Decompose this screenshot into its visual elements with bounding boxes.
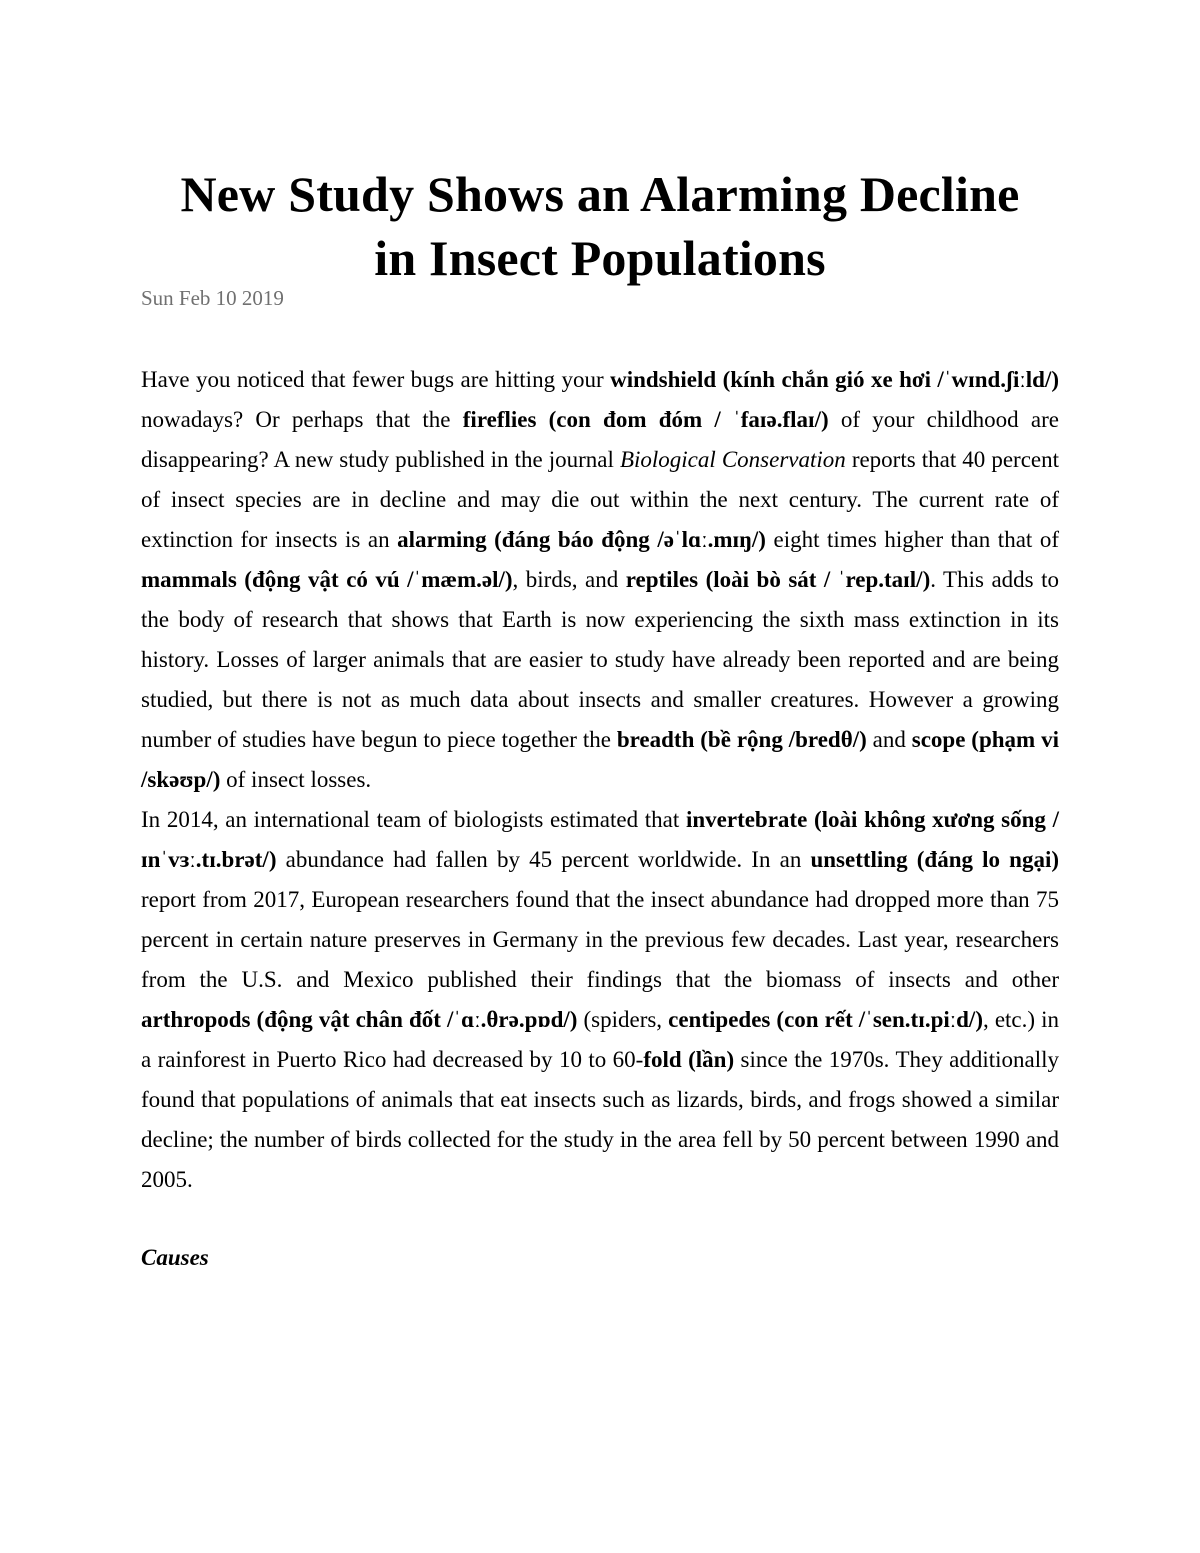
text-segment: (spiders, xyxy=(577,1007,669,1032)
text-segment: of your childhood are disappearing? A new study published in the journal xyxy=(141,407,1059,472)
article-title xyxy=(120,162,1080,290)
article-body xyxy=(141,360,1059,1278)
paragraph-spacer xyxy=(141,1200,1059,1238)
vocab-fireflies: fireflies (con đom đóm / ˈfaɪə.flaɪ/) xyxy=(462,407,829,432)
vocab-windshield: windshield (kính chắn gió xe hơi /ˈwɪnd.ʃiːld/) xyxy=(610,367,1059,392)
journal-name: Biological Conservation xyxy=(619,447,846,472)
text-segment: , birds, and xyxy=(512,567,626,592)
text-segment: In 2014, an international team of biologists estimated that xyxy=(141,807,686,832)
text-segment: Have you noticed that fewer bugs are hitting your xyxy=(141,367,611,392)
text-segment: . This adds to the body of research that shows that Earth is now experiencing the sixth mass extinction in its history. Losses of larger animals that are easier to study have already been reported and are being studied, but there is not as much data about insects and smaller creatures. However a growing number of studies have begun to piece together the xyxy=(141,567,1059,752)
vocab-alarming: alarming (đáng báo động /əˈlɑː.mɪŋ/) xyxy=(397,527,766,552)
vocab-unsettling: unsettling (đáng lo ngại) xyxy=(810,847,1059,872)
vocab-reptiles: reptiles (loài bò sát / ˈrep.taɪl/) xyxy=(625,567,931,592)
text-segment: reports that 40 percent of insect species are in decline and may die out within the next century. The current rate of extinction for insects is an xyxy=(141,447,1060,552)
text-segment: nowadays? Or perhaps that the xyxy=(141,407,463,432)
title-line-2: in Insect Populations xyxy=(374,230,826,286)
vocab-fold: fold (lần) xyxy=(643,1047,735,1072)
vocab-scope: scope (phạm vi /skəʊp/) xyxy=(141,727,1059,792)
vocab-breadth: breadth (bề rộng /bredθ/) xyxy=(616,727,867,752)
text-segment: and xyxy=(866,727,912,752)
text-segment: report from 2017, European researchers found that the insect abundance had dropped more than 75 percent in certain nature preserves in Germany in the previous few decades. Last year, researchers from the U.S. and Mexico published their findings that the biomass of insects and other xyxy=(141,887,1059,992)
paragraph-2 xyxy=(141,800,1059,1200)
vocab-invertebrate: invertebrate (loài không xương sống /ɪnˈvɜː.tɪ.brət/) xyxy=(141,807,1060,872)
vocab-centipedes: centipedes (con rết /ˈsen.tɪ.piːd/) xyxy=(668,1007,983,1032)
vocab-mammals: mammals (động vật có vú /ˈmæm.əl/) xyxy=(141,567,513,592)
section-heading-causes: Causes xyxy=(141,1245,209,1270)
paragraph-1 xyxy=(141,360,1059,800)
text-segment: since the 1970s. They additionally found that populations of animals that eat insects such as lizards, birds, and frogs showed a similar decline; the number of birds collected for the study in the area fell by 50 percent between 1990 and 2005. xyxy=(141,1047,1059,1192)
text-segment: eight times higher than that of xyxy=(765,527,1059,552)
publish-date: Sun Feb 10 2019 xyxy=(141,286,284,310)
text-segment: abundance had fallen by 45 percent worldwide. In an xyxy=(276,847,811,872)
vocab-arthropods: arthropods (động vật chân đốt /ˈɑː.θrə.pɒd/) xyxy=(141,1007,578,1032)
title-line-1: New Study Shows an Alarming Decline xyxy=(180,166,1020,222)
text-segment: of insect losses. xyxy=(220,767,372,792)
text-segment: , etc.) in a rainforest in Puerto Rico had decreased by 10 to 60- xyxy=(141,1007,1059,1072)
